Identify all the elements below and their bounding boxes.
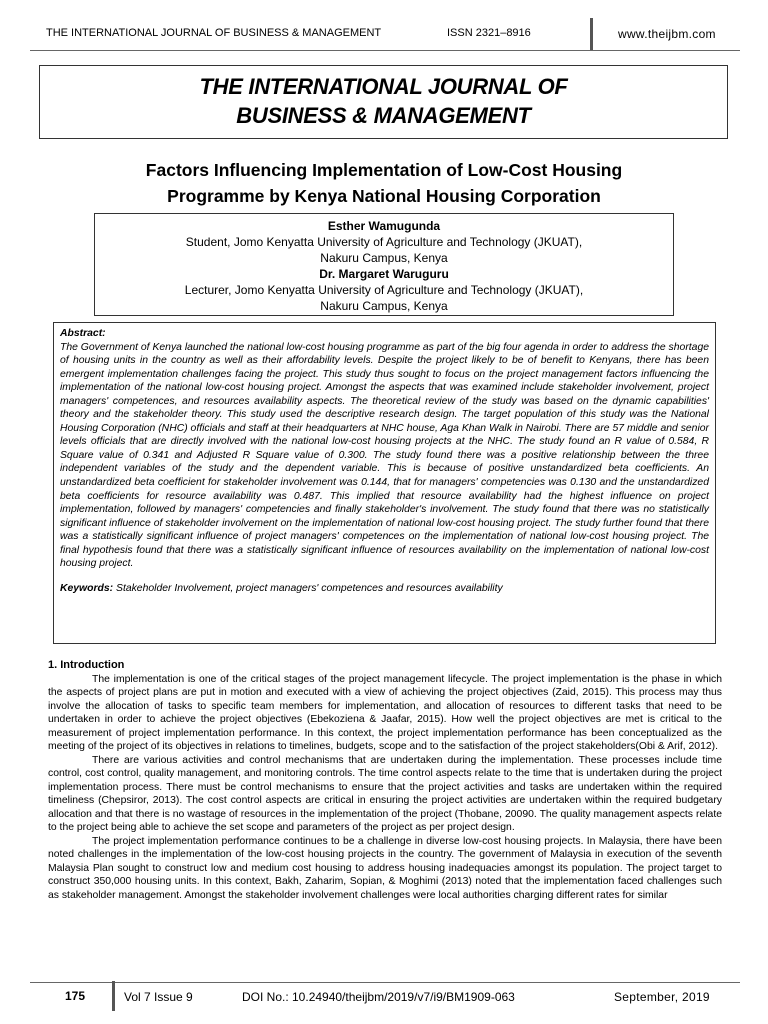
- footer-volume-issue: Vol 7 Issue 9: [124, 990, 193, 1004]
- abstract-text: The Government of Kenya launched the national low-cost housing programme as part of the big four agenda in order to address the shortage of housing units in the country as well as their affordability levels. Despite the project likely to be of benefit to Kenyans, there has been emergent implementation challenges facing the project. This study thus sought to focus on the project management factors influencing the implementation of the national low-cost housing project. Amongst the aspects that was examined include stakeholder involvement, project managers' competences, and resources availability aspects. The theoretical review of the study was based on the dynamic capabilities' theory and the stakeholder theory. This study used the descriptive research design. The target population of this study was the National Housing Corporation (NHC) officials and staff at their headquarters at NHC house, Aga Khan Walk in Nairobi. There are 57 middle and senior levels officials that are directly involved with the national low-cost housing projects at the NHC. The study found an R value of 0.584, R Square value of 0.341 and Adjusted R Square value of 0.300. The study found there was a positive relationship between the three independent variables of the study and the dependent variable. This is because of positive unstandardized beta coefficients. An unstandardized beta coefficient for stakeholder involvement was 0.144, that for managers' competencies was 0.130 and the unstandardized beta coefficients for resource availability was 0.487. This implied that resource availability had the highest influence on project implementation, followed by managers' competencies and finally stakeholder's involvement. The study found that there was no statistically significant influence of stakeholder involvement on the implementation of national low-cost housing project. The study further found that there was a statistically significant influence of project managers' competences on the implementation of national low-cost housing project. The final hypothesis found that there was a statistically significant influence of resources availability on the implementation of national low-cost housing project.: [60, 341, 709, 570]
- footer-date: September, 2019: [614, 990, 710, 1004]
- header-journal-name: THE INTERNATIONAL JOURNAL OF BUSINESS & MANAGEMENT: [46, 27, 382, 39]
- abstract-box: [53, 322, 716, 644]
- article-body: [48, 659, 722, 902]
- body-paragraph: The project implementation performance continues to be a challenge in diverse low-cost housing projects. In Malaysia, there have been noted challenges in the implementation of the low-cost housing projects in the country. The government of Malaysia in execution of the seventh Malaysia Plan sought to construct low and medium cost housing to address housing inadequacies amongst its population. The project target to construct 350,000 housing units. In this context, Bakh, Zaharim, Sopian, & Moghimi (2013) noted that the implementation faced challenges such as stakeholder management. Amongst the stakeholder involvement challenges were local authorities charging different rates for similar: [48, 835, 722, 901]
- abstract-label: Abstract:: [60, 328, 106, 339]
- keywords: [60, 582, 709, 596]
- header-divider: [590, 18, 593, 50]
- paper-title: [40, 157, 728, 209]
- author-affiliation: Student, Jomo Kenyatta University of Agriculture and Technology (JKUAT),: [185, 235, 583, 249]
- author-name: Dr. Margaret Waruguru: [319, 267, 449, 281]
- running-footer: [30, 982, 740, 1013]
- keywords-text: Stakeholder Involvement, project managers' competences and resources availability: [116, 582, 503, 594]
- running-header: [30, 20, 740, 51]
- body-paragraph: The implementation is one of the critical stages of the project management lifecycle. The project implementation is the phase in which the aspects of project plans are put in motion and executed with a view of achieving the project objectives (Zaid, 2015). This process may thus involve the allocation of tasks to specific team members for implementation, and allocation of resources to different tasks that need to be undertaken in order to achieve the project objectives (Ebekoziena & Jaafar, 2015). How well the project objectives are met is critical to the measurement of project implementation performance. In this context, the project implementation performance has been conceptualized as the meeting of the project of its objectives in relations to timelines, budgets, scope and to the satisfaction of the project stakeholders(Obi & Arif, 2012).: [48, 673, 722, 752]
- section-heading: 1. Introduction: [48, 659, 125, 671]
- body-paragraph: There are various activities and control mechanisms that are undertaken during the implementation. These processes include time control, cost control, quality management, and monitoring controls. The time control aspects relate to the time that is undertaken during the project implementation process. There must be control mechanisms to ensure that the project activities and tasks are undertaken within the required timeliness (Chepsiror, 2013). The cost control aspects are critical in ensuring the project activities are undertaken within the required budgetary allocation and that there is no wastage of resources in the implementation of the project (Thobane, 20090. The quality management aspects relate to the project being able to achieve the set scope and parameters of the project as per project design.: [48, 754, 722, 833]
- masthead-line-1: THE INTERNATIONAL JOURNAL OF: [199, 74, 568, 99]
- paper-title-line-1: Factors Influencing Implementation of Low-Cost Housing: [145, 160, 623, 180]
- footer-divider: [112, 981, 115, 1011]
- header-website: www.theijbm.com: [618, 27, 716, 41]
- author-campus: Nakuru Campus, Kenya: [320, 251, 448, 265]
- footer-doi: DOI No.: 10.24940/theijbm/2019/v7/i9/BM1909-063: [242, 990, 515, 1004]
- masthead-line-2: BUSINESS & MANAGEMENT: [236, 103, 531, 128]
- author-campus: Nakuru Campus, Kenya: [320, 299, 448, 313]
- paper-title-line-2: Programme by Kenya National Housing Corporation: [167, 186, 601, 206]
- journal-masthead: [39, 65, 728, 139]
- author-block: [94, 213, 674, 316]
- keywords-label: Keywords:: [60, 582, 114, 594]
- author-affiliation: Lecturer, Jomo Kenyatta University of Agriculture and Technology (JKUAT),: [184, 283, 584, 297]
- author-name: Esther Wamugunda: [327, 219, 441, 233]
- header-issn: ISSN 2321–8916: [447, 27, 531, 39]
- page-number: 175: [65, 989, 86, 1003]
